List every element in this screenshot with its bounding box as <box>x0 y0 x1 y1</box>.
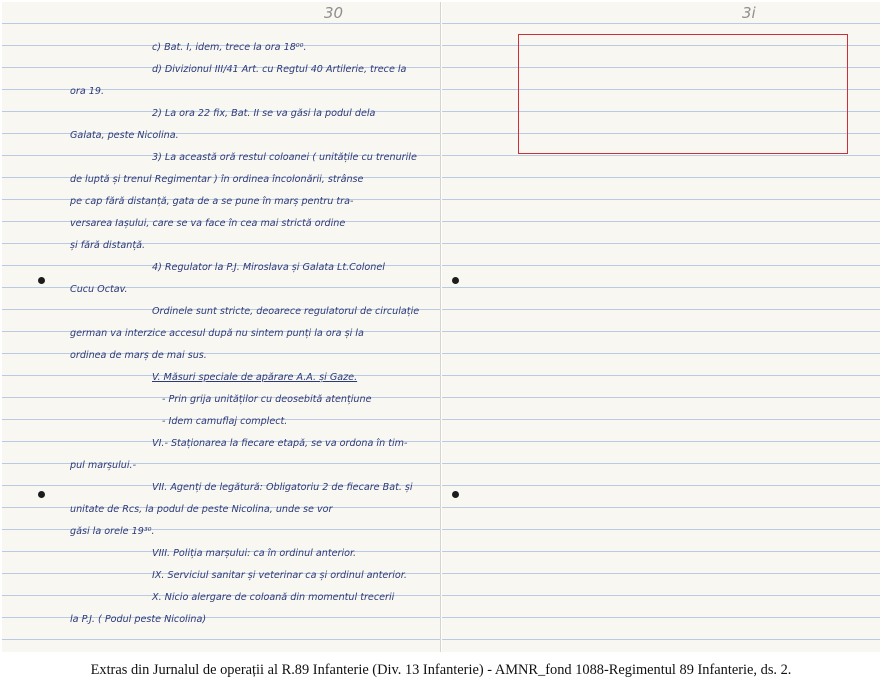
handwritten-line: unitate de Rcs, la podul de peste Nicolina, unde se vor <box>70 504 333 515</box>
handwritten-line: d) Divizionul III/41 Art. cu Regtul 40 Artilerie, trece la <box>152 64 407 75</box>
handwritten-line: VIII. Poliția marșului: ca în ordinul anterior. <box>152 548 357 559</box>
handwritten-line: de luptă și trenul Regimentar ) în ordinea încolonării, strânse <box>70 174 364 185</box>
page-number-left: 30 <box>324 4 344 22</box>
handwritten-line: IX. Serviciul sanitar și veterinar ca și ordinul anterior. <box>152 570 407 581</box>
handwritten-line: 4) Regulator la P.J. Miroslava și Galata Lt.Colonel <box>152 262 385 273</box>
handwritten-line: Ordinele sunt stricte, deoarece regulatorul de circulație <box>152 306 420 317</box>
highlight-box-right <box>518 34 848 154</box>
binder-hole <box>38 491 45 498</box>
handwritten-line: V. Măsuri speciale de apărare A.A. și Gaze. <box>152 372 358 383</box>
handwritten-line: găsi la orele 19³⁰. <box>70 526 155 537</box>
handwritten-line: Galata, peste Nicolina. <box>70 130 179 141</box>
handwritten-line: - Prin grija unităților cu deosebită atențiune <box>162 394 372 405</box>
handwritten-line: 2) La ora 22 fix, Bat. II se va găsi la podul dela <box>152 108 376 119</box>
handwritten-line: VII. Agenți de legătură: Obligatoriu 2 de fiecare Bat. și <box>152 482 413 493</box>
handwritten-line: ora 19. <box>70 86 104 97</box>
handwritten-line: pul marșului.- <box>70 460 137 471</box>
binder-hole <box>38 277 45 284</box>
handwritten-line: și fără distanță. <box>70 240 146 251</box>
journal-page-right <box>442 2 880 652</box>
handwritten-line: VI.- Staționarea la fiecare etapă, se va ordona în tim- <box>152 438 408 449</box>
page-number-right: 3i <box>742 4 756 22</box>
handwritten-line: ordinea de marș de mai sus. <box>70 350 207 361</box>
handwritten-line: - Idem camuflaj complect. <box>162 416 288 427</box>
handwritten-line: c) Bat. I, idem, trece la ora 18⁰⁰. <box>152 42 307 53</box>
handwritten-line: la P.J. ( Podul peste Nicolina) <box>70 614 207 625</box>
handwritten-line: german va interzice accesul după nu sintem punți la ora și la <box>70 328 364 339</box>
handwritten-line: pe cap fără distanță, gata de a se pune în marș pentru tra- <box>70 196 354 207</box>
handwritten-line: X. Nicio alergare de coloană din momentul trecerii <box>152 592 395 603</box>
handwritten-line: 3) La această oră restul coloanei ( unitățile cu trenurile <box>152 152 417 163</box>
binder-hole <box>452 277 459 284</box>
binder-hole <box>452 491 459 498</box>
handwritten-line: Cucu Octav. <box>70 284 128 295</box>
figure-caption: Extras din Jurnalul de operații al R.89 Infanterie (Div. 13 Infanterie) - AMNR_fond 1088-Regimentul 89 Infanterie, ds. 2. <box>90 662 792 678</box>
handwritten-line: versarea Iașului, care se va face în cea mai strictă ordine <box>70 218 346 229</box>
journal-page-left <box>2 2 441 652</box>
